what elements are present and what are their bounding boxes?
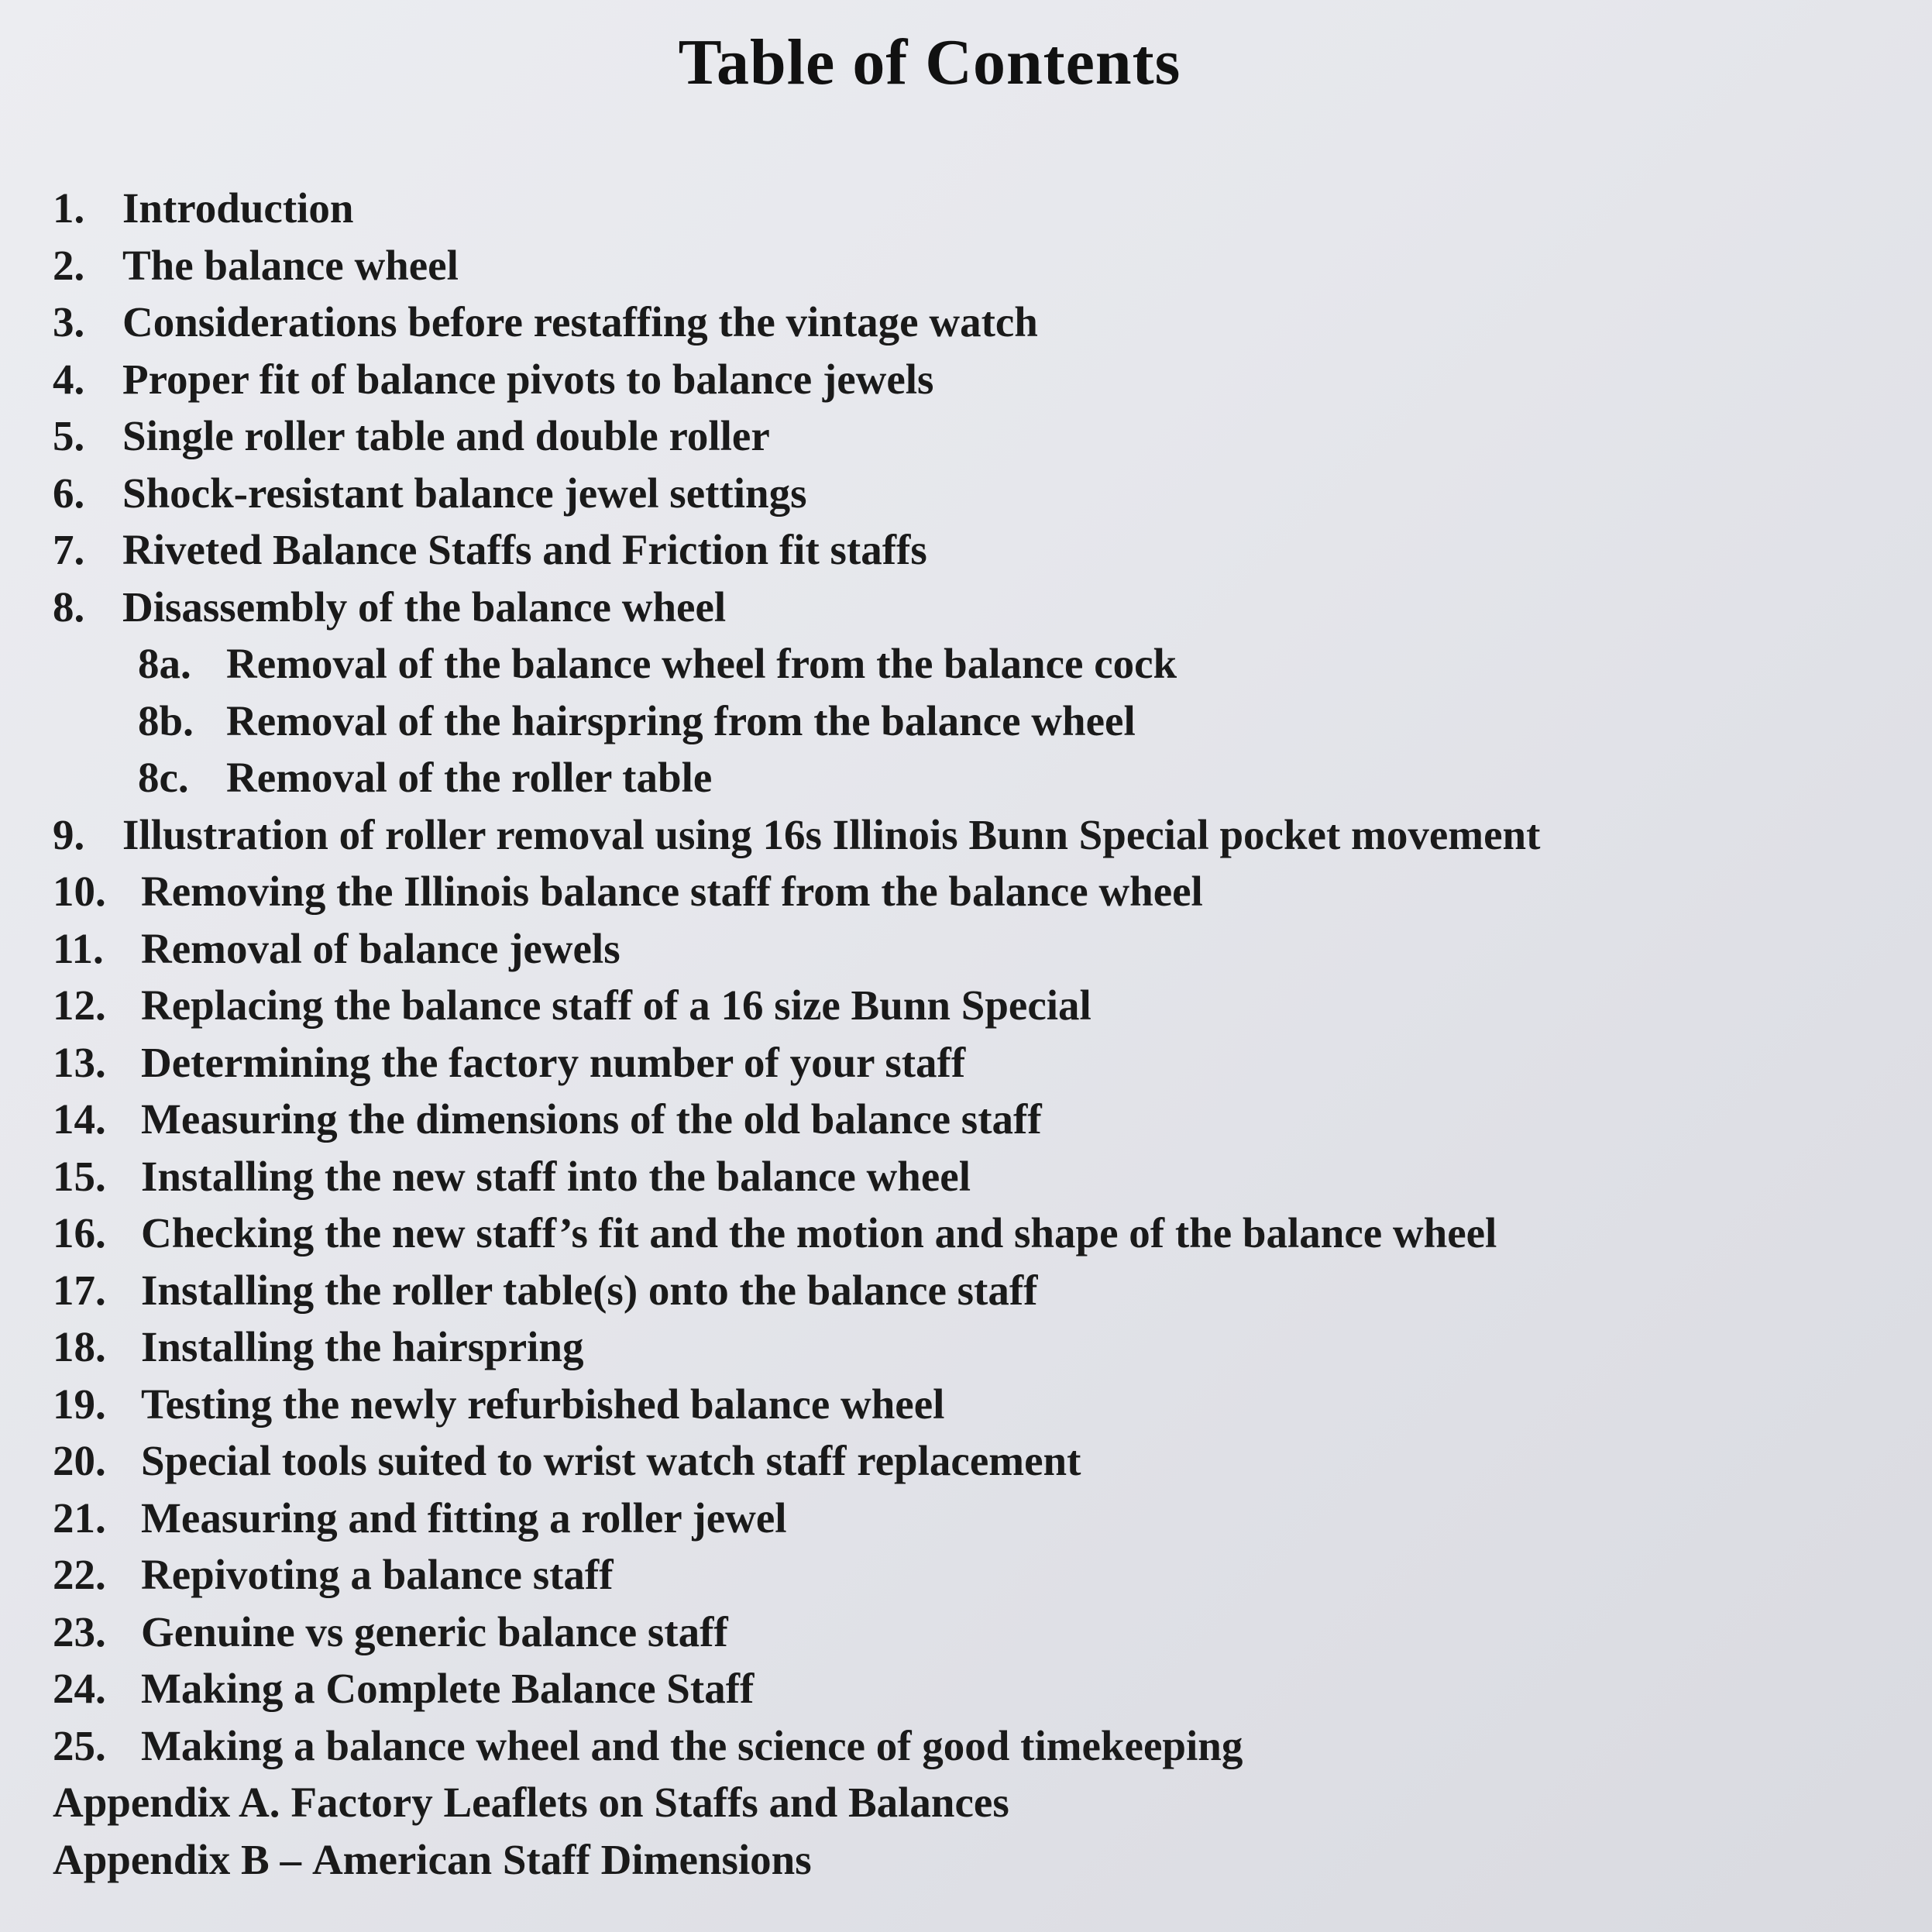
toc-entry-title: Measuring and fitting a roller jewel [141, 1494, 787, 1542]
toc-entry-title: Checking the new staff’s fit and the motion and shape of the balance wheel [141, 1209, 1497, 1256]
toc-entry-number: 1. [53, 184, 85, 232]
toc-entry-number: 6. [53, 469, 85, 517]
toc-entry-title: Making a Complete Balance Staff [141, 1665, 755, 1712]
toc-entry-number: 8b. [138, 696, 194, 744]
toc-entry [53, 1205, 1896, 1262]
toc-entry [53, 407, 1896, 465]
toc-entry [53, 1774, 1896, 1831]
toc-entry [53, 1717, 1896, 1775]
toc-entry [53, 351, 1896, 408]
toc-entry [53, 1034, 1896, 1091]
toc-entry [53, 1318, 1896, 1376]
toc-entry [53, 806, 1896, 864]
toc-entry-title: Introduction [122, 184, 354, 232]
toc-entry-title: Removing the Illinois balance staff from the balance wheel [141, 868, 1203, 915]
toc-entry-number: 8c. [138, 754, 189, 801]
toc-subentry [53, 693, 1896, 750]
toc-entry [53, 1091, 1896, 1148]
toc-entry-title: Removal of the roller table [226, 754, 713, 801]
toc-entry-title: Installing the new staff into the balance wheel [141, 1152, 971, 1200]
toc-entry-title: Proper fit of balance pivots to balance jewels [122, 355, 934, 403]
toc-entry-title: Installing the roller table(s) onto the balance staff [141, 1266, 1038, 1314]
toc-entry-number: 17. [53, 1266, 106, 1314]
toc-entry-number: 3. [53, 298, 85, 345]
toc-entry-title: Testing the newly refurbished balance wheel [141, 1380, 945, 1428]
toc-entry-title: Shock-resistant balance jewel settings [122, 469, 807, 517]
toc-entry-number: Appendix A. [53, 1779, 280, 1826]
toc-entry-title: Determining the factory number of your staff [141, 1038, 966, 1086]
toc-entry [53, 294, 1896, 351]
toc-entry-title: Genuine vs generic balance staff [141, 1607, 728, 1655]
toc-entry-title: Removal of the balance wheel from the balance cock [226, 640, 1177, 687]
toc-entry-number: 18. [53, 1323, 106, 1370]
toc-entry-number: 24. [53, 1665, 106, 1712]
toc-entry-number: 23. [53, 1607, 106, 1655]
toc-entry [53, 1660, 1896, 1717]
toc-entry-title: The balance wheel [122, 241, 459, 289]
toc-entry-number: 13. [53, 1038, 106, 1086]
toc-entry-title: Special tools suited to wrist watch staff replacement [141, 1437, 1081, 1484]
toc-entry-title: Measuring the dimensions of the old balance staff [141, 1095, 1042, 1143]
toc-entry [53, 920, 1896, 978]
toc-entry-title: Disassembly of the balance wheel [122, 583, 727, 631]
toc-entry-title: Replacing the balance staff of a 16 size Bunn Special [141, 981, 1091, 1029]
toc-entry-number: 15. [53, 1152, 106, 1200]
toc-entry-title: Removal of balance jewels [141, 924, 621, 972]
toc-subentry [53, 635, 1896, 693]
toc-entry-number: 12. [53, 981, 106, 1029]
toc-entry-number: Appendix B – [53, 1835, 301, 1883]
toc-entry [53, 180, 1896, 237]
toc-entry [53, 521, 1896, 579]
toc-entry [53, 1546, 1896, 1604]
toc-entry-number: 22. [53, 1551, 106, 1598]
toc-entry-number: 20. [53, 1437, 106, 1484]
toc-entry [53, 977, 1896, 1034]
toc-entry-number: 4. [53, 355, 85, 403]
toc-entry-title: Illustration of roller removal using 16s Illinois Bunn Special pocket movement [122, 810, 1541, 858]
toc-entry-title: American Staff Dimensions [311, 1835, 812, 1883]
toc-entry-number: 19. [53, 1380, 106, 1428]
toc-entry-title: Considerations before restaffing the vintage watch [122, 298, 1038, 345]
toc-entry-title: Single roller table and double roller [122, 412, 770, 459]
toc-entry-number: 10. [53, 868, 106, 915]
toc-entry-number: 7. [53, 526, 85, 573]
toc-entry-number: 11. [53, 924, 104, 972]
toc-entry [53, 1831, 1896, 1889]
toc-entry-number: 9. [53, 810, 85, 858]
toc-entry-number: 25. [53, 1721, 106, 1769]
toc-entry-title: Removal of the hairspring from the balance wheel [226, 696, 1136, 744]
toc-entry-number: 8a. [138, 640, 191, 687]
toc-entry-title: Factory Leaflets on Staffs and Balances [290, 1779, 1009, 1826]
page-title: Table of Contents [678, 26, 1181, 98]
toc-entry [53, 579, 1896, 636]
toc-entry-number: 14. [53, 1095, 106, 1143]
toc-entry [53, 863, 1896, 920]
toc-list [53, 180, 1896, 1888]
toc-entry [53, 1490, 1896, 1547]
toc-entry-number: 2. [53, 241, 85, 289]
toc-entry [53, 237, 1896, 294]
toc-entry [53, 1432, 1896, 1490]
toc-entry-number: 8. [53, 583, 85, 631]
toc-entry [53, 1604, 1896, 1661]
toc-entry-number: 5. [53, 412, 85, 459]
toc-entry-title: Making a balance wheel and the science of good timekeeping [141, 1721, 1243, 1769]
toc-entry [53, 1376, 1896, 1433]
toc-entry-title: Riveted Balance Staffs and Friction fit staffs [122, 526, 927, 573]
toc-entry [53, 1148, 1896, 1205]
toc-entry-title: Installing the hairspring [141, 1323, 584, 1370]
toc-subentry [53, 749, 1896, 806]
toc-entry-title: Repivoting a balance staff [141, 1551, 614, 1598]
toc-entry [53, 1262, 1896, 1319]
toc-entry [53, 465, 1896, 522]
toc-entry-number: 21. [53, 1494, 106, 1542]
toc-entry-number: 16. [53, 1209, 106, 1256]
